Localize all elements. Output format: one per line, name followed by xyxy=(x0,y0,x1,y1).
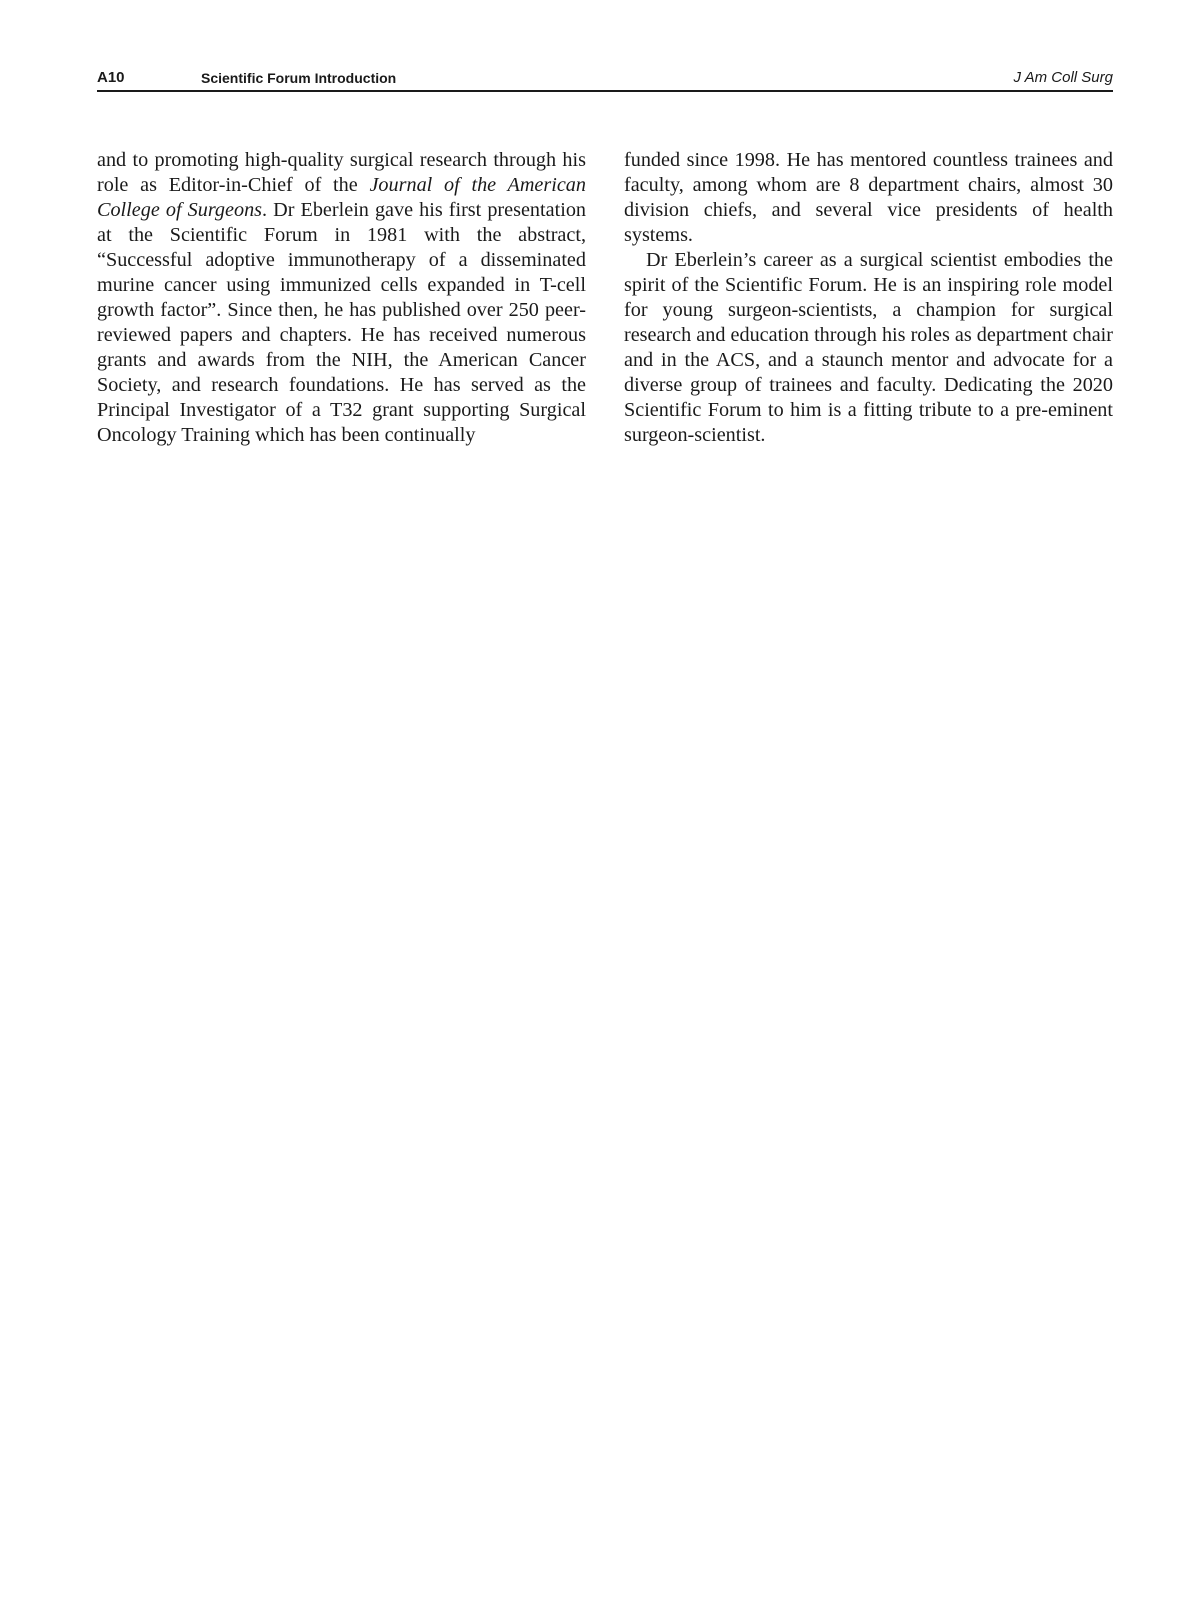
left-column xyxy=(97,148,586,448)
paragraph-text: . Dr Eberlein gave his first presentation at the Scientific Forum in 1981 with the abstract, “Successful adoptive immunotherapy of a disseminated murine cancer using immunized cells expanded in T-cell growth factor”. Since then, he has published over 250 peer-reviewed papers and chapters. He has received numerous grants and awards from the NIH, the American Cancer Society, and research foundations. He has served as the Principal Investigator of a T32 grant supporting Surgical Oncology Training which has been continually xyxy=(97,199,587,446)
body-paragraph xyxy=(97,148,586,448)
journal-title-italic: Journal of the American College of Surgeons xyxy=(97,174,586,221)
section-title: Scientific Forum Introduction xyxy=(201,70,397,86)
journal-name: J Am Coll Surg xyxy=(1013,69,1113,86)
running-head xyxy=(97,66,1113,92)
page-number: A10 xyxy=(97,69,125,86)
body-paragraph: Dr Eberlein’s career as a surgical scientist embodies the spirit of the Scientific Forum. He is an inspiring role model for young surgeon-scientists, a champion for surgical research and education through his roles as department chair and in the ACS, and a staunch mentor and advocate for a diverse group of trainees and faculty. Dedicating the 2020 Scientific Forum to him is a fitting tribute to a pre-eminent surgeon-scientist. xyxy=(624,249,1113,446)
paragraph-text: and to promoting high-quality surgical research through his role as Editor-in-Chief of the xyxy=(97,149,586,196)
right-column xyxy=(624,148,1113,448)
body-paragraph: funded since 1998. He has mentored countless trainees and faculty, among whom are 8 department chairs, almost 30 division chiefs, and several vice presidents of health systems. xyxy=(624,149,1113,246)
